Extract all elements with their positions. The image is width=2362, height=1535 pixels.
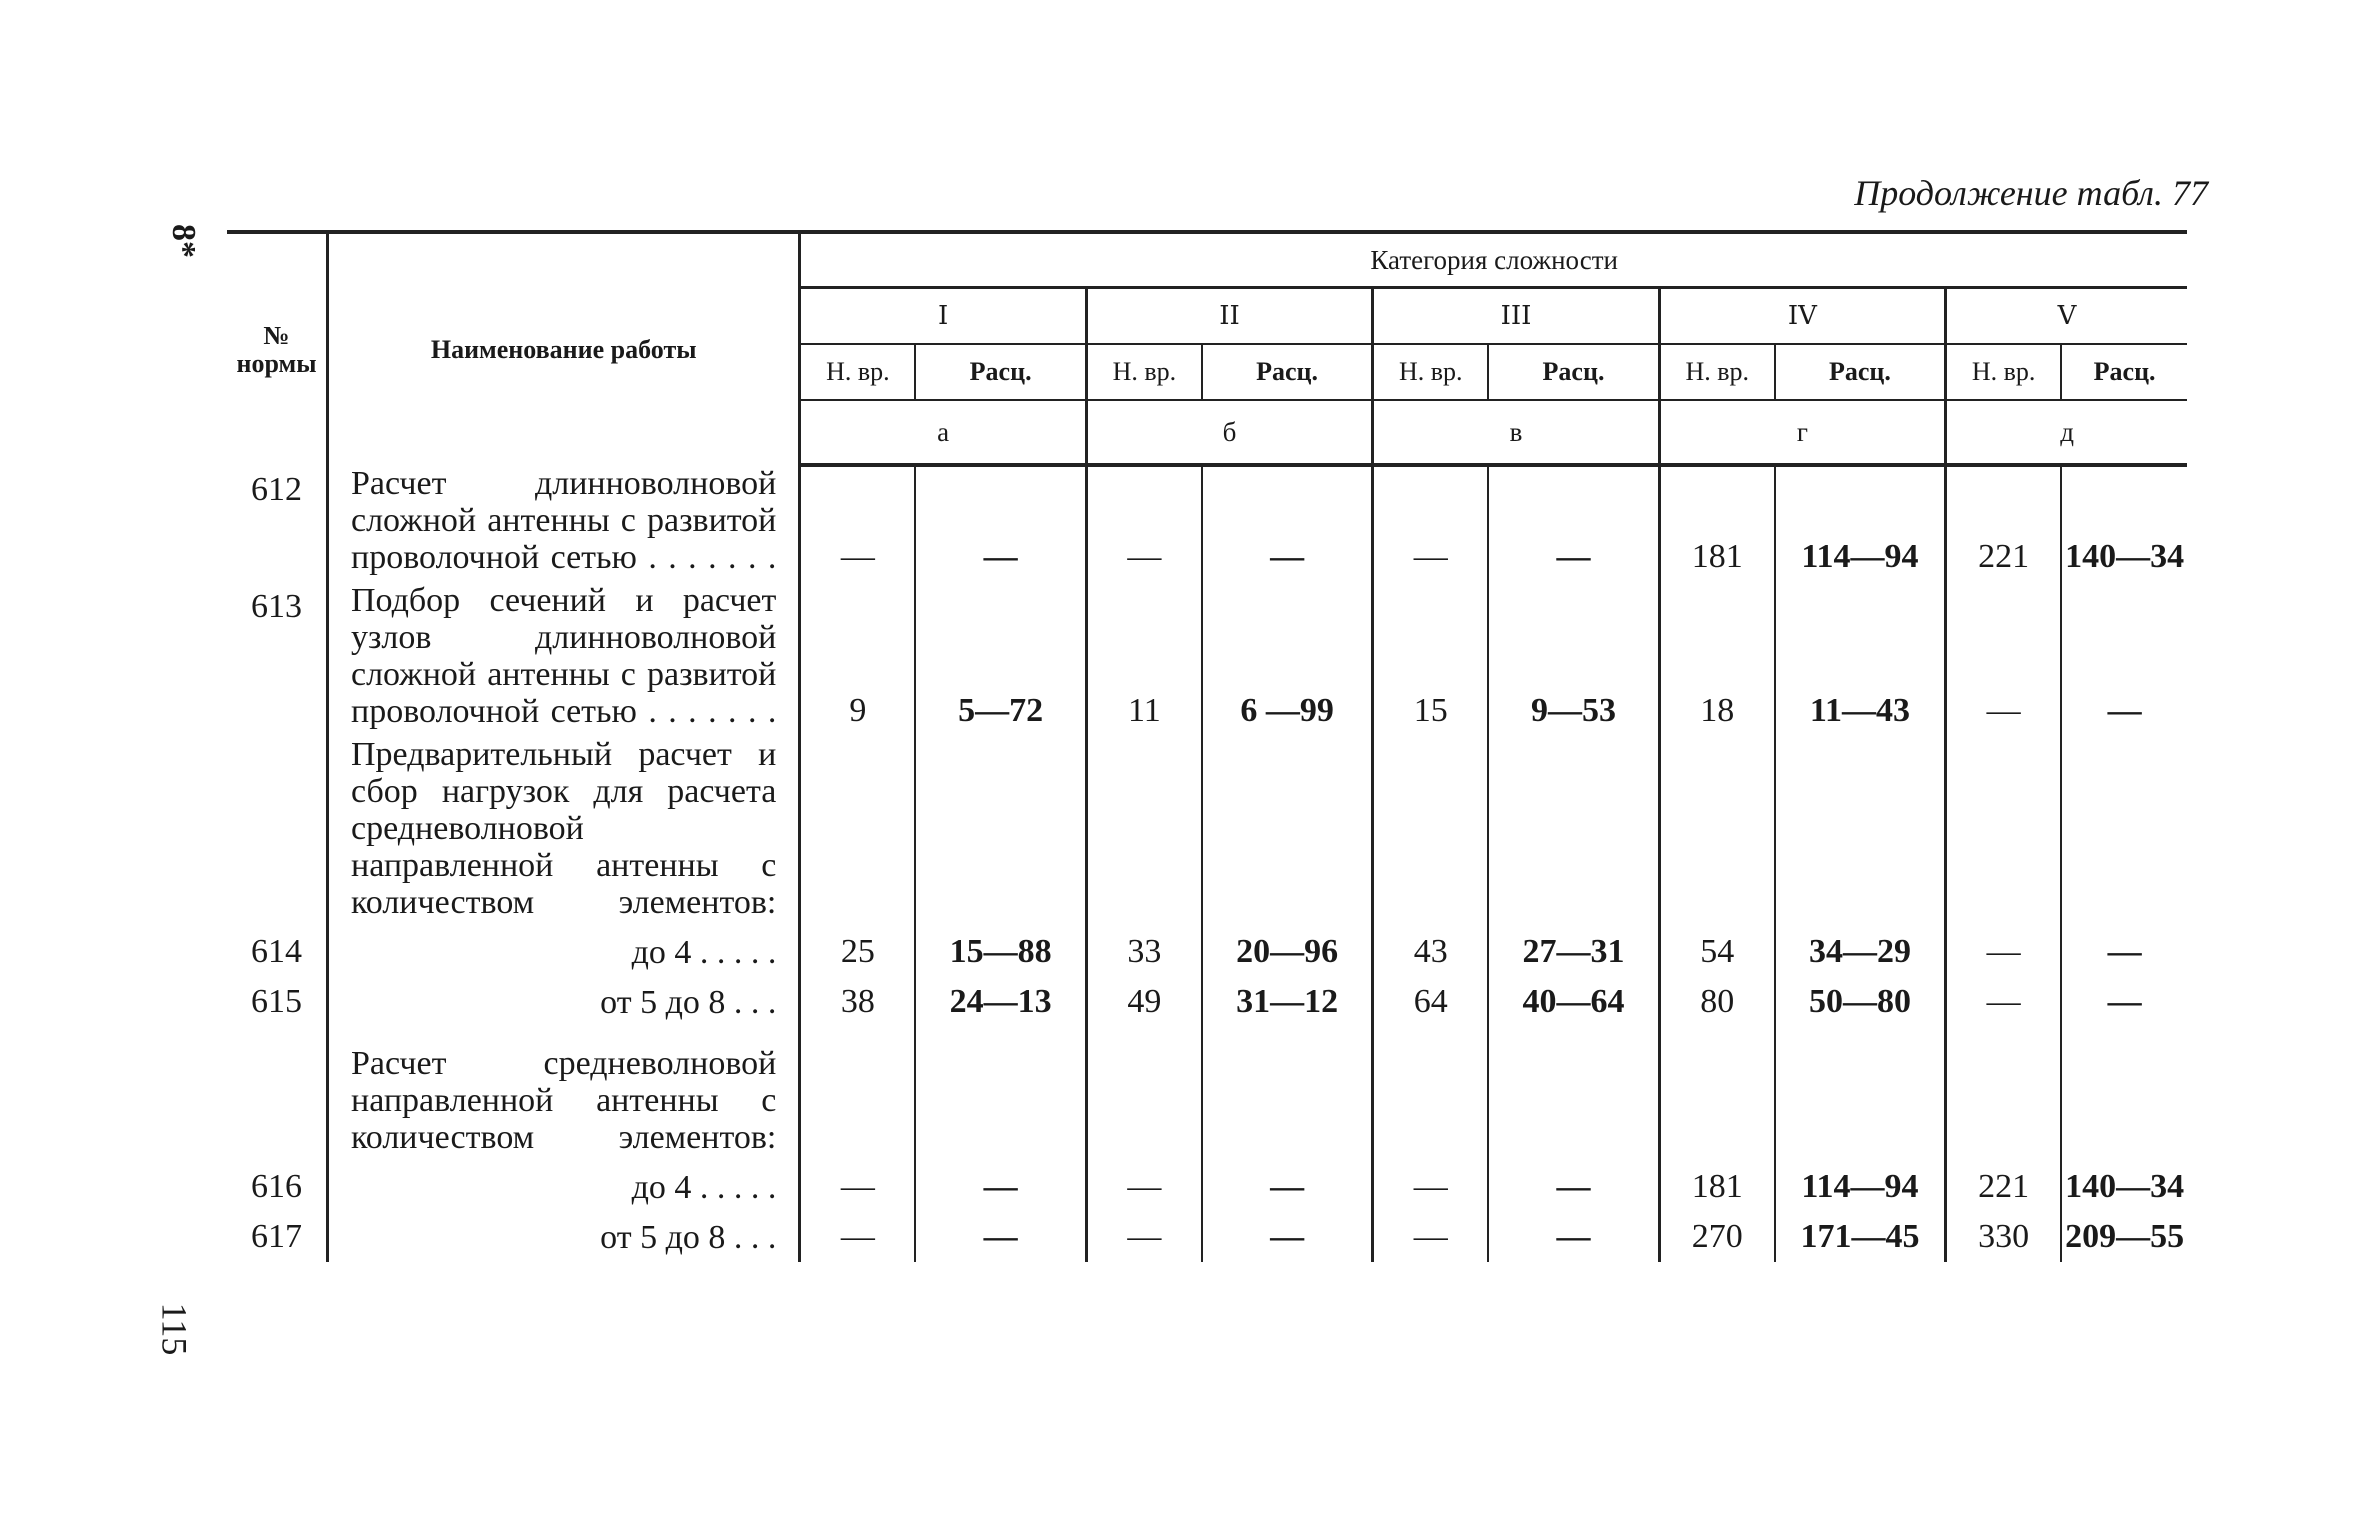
cell-rate-iii: — — [1488, 1212, 1659, 1262]
header-letter-d: д — [1946, 400, 2187, 465]
cell-rate-ii: — — [1202, 1162, 1373, 1212]
table-header — [227, 232, 2187, 465]
cell-rate-ii: — — [1202, 465, 1373, 582]
table-caption: Продолжение табл. 77 — [1854, 173, 2208, 213]
cell-time-i: — — [800, 1162, 916, 1212]
norm-number: 612 — [251, 471, 302, 508]
cell-rate-ii: — — [1202, 1212, 1373, 1262]
header-norm-number-line2: нормы — [236, 348, 317, 378]
cell-rate-iii — [1488, 1027, 1659, 1162]
header-time-norm: Н. вр. — [1946, 344, 2062, 400]
norms-table — [227, 230, 2187, 1262]
header-rate: Расц. — [1775, 344, 1946, 400]
cell-rate-iv: 114—94 — [1775, 1162, 1946, 1212]
cell-time-i — [800, 736, 916, 927]
cell-time-iii: 43 — [1373, 927, 1489, 977]
cell-time-ii — [1086, 736, 1202, 927]
signature-mark: 8* — [165, 224, 202, 258]
cell-time-iv: 181 — [1659, 465, 1775, 582]
cell-rate-iv: 50—80 — [1775, 977, 1946, 1027]
work-name: Расчет длинноволновой сложной антенны с развитой проволочной сетью . . . . . . . — [328, 465, 800, 582]
table-row-heading — [227, 736, 2187, 927]
cell-time-i: — — [800, 1212, 916, 1262]
cell-time-iii — [1373, 736, 1489, 927]
cell-time-v — [1946, 1027, 2062, 1162]
cell-rate-iv: 114—94 — [1775, 465, 1946, 582]
header-time-norm: Н. вр. — [800, 344, 916, 400]
work-name: от 5 до 8 . . . — [328, 977, 800, 1027]
cell-time-iv — [1659, 1027, 1775, 1162]
norm-number — [227, 736, 328, 927]
norm-number: 616 — [251, 1168, 302, 1205]
cell-rate-v: 209—55 — [2061, 1212, 2187, 1262]
header-rate: Расц. — [2061, 344, 2187, 400]
cell-time-v: 330 — [1946, 1212, 2062, 1262]
cell-rate-i — [915, 1027, 1086, 1162]
table-row-heading — [227, 1027, 2187, 1162]
cell-rate-i: — — [915, 1212, 1086, 1262]
norm-number: 615 — [251, 983, 302, 1020]
header-time-norm: Н. вр. — [1086, 344, 1202, 400]
header-norm-number-line1: № — [263, 320, 290, 350]
cell-rate-iv: 34—29 — [1775, 927, 1946, 977]
page-number: 115 — [154, 1302, 195, 1356]
cell-rate-iii: 9—53 — [1488, 582, 1659, 736]
header-letter-v: в — [1373, 400, 1659, 465]
cell-rate-i: 15—88 — [915, 927, 1086, 977]
cell-rate-iii: 40—64 — [1488, 977, 1659, 1027]
norm-number — [227, 1027, 328, 1162]
work-name: до 4 . . . . . — [328, 927, 800, 977]
cell-rate-v — [2061, 1027, 2187, 1162]
norm-number: 614 — [251, 933, 302, 970]
work-name: от 5 до 8 . . . — [328, 1212, 800, 1262]
norm-number: 617 — [251, 1218, 302, 1255]
cell-time-v: — — [1946, 977, 2062, 1027]
cell-time-i — [800, 1027, 916, 1162]
table-row — [227, 1212, 2187, 1262]
header-time-norm: Н. вр. — [1373, 344, 1489, 400]
header-rate: Расц. — [1488, 344, 1659, 400]
cell-time-v — [1946, 736, 2062, 927]
work-name: Расчет средневолновой направленной антенны с количеством элементов: — [328, 1027, 800, 1162]
header-letter-a: а — [800, 400, 1086, 465]
cell-time-v: 221 — [1946, 1162, 2062, 1212]
cell-time-iv: 270 — [1659, 1212, 1775, 1262]
cell-rate-ii: 31—12 — [1202, 977, 1373, 1027]
cell-rate-iv — [1775, 1027, 1946, 1162]
cell-rate-iii — [1488, 736, 1659, 927]
cell-time-ii: 11 — [1086, 582, 1202, 736]
header-category-i: I — [800, 288, 1086, 345]
cell-rate-v: — — [2061, 582, 2187, 736]
cell-rate-iii: — — [1488, 1162, 1659, 1212]
cell-rate-iii: — — [1488, 465, 1659, 582]
cell-rate-i: — — [915, 1162, 1086, 1212]
cell-time-iv: 80 — [1659, 977, 1775, 1027]
header-category-iii: III — [1373, 288, 1659, 345]
work-name: до 4 . . . . . — [328, 1162, 800, 1212]
table-row — [227, 977, 2187, 1027]
header-rate: Расц. — [915, 344, 1086, 400]
cell-time-ii: — — [1086, 1162, 1202, 1212]
header-norm-number — [227, 232, 328, 465]
cell-time-v: — — [1946, 582, 2062, 736]
header-category-iv: IV — [1659, 288, 1945, 345]
cell-time-iv: 181 — [1659, 1162, 1775, 1212]
header-category-v: V — [1946, 288, 2187, 345]
cell-rate-iv — [1775, 736, 1946, 927]
cell-rate-i — [915, 736, 1086, 927]
cell-time-ii — [1086, 1027, 1202, 1162]
table-row — [227, 927, 2187, 977]
table-row — [227, 1162, 2187, 1212]
cell-time-iii: — — [1373, 1212, 1489, 1262]
cell-time-iii: — — [1373, 465, 1489, 582]
cell-rate-ii — [1202, 736, 1373, 927]
cell-time-ii: 33 — [1086, 927, 1202, 977]
cell-time-ii: — — [1086, 465, 1202, 582]
cell-time-iii: 15 — [1373, 582, 1489, 736]
cell-rate-i: — — [915, 465, 1086, 582]
table-row — [227, 582, 2187, 736]
header-letter-b: б — [1086, 400, 1372, 465]
cell-rate-iv: 171—45 — [1775, 1212, 1946, 1262]
cell-time-v: 221 — [1946, 465, 2062, 582]
cell-time-iii: 64 — [1373, 977, 1489, 1027]
cell-rate-i: 5—72 — [915, 582, 1086, 736]
cell-rate-i: 24—13 — [915, 977, 1086, 1027]
header-category: Категория сложности — [800, 232, 2187, 288]
norm-number: 613 — [251, 588, 302, 625]
cell-rate-v: 140—34 — [2061, 1162, 2187, 1212]
work-name: Предварительный расчет и сбор нагрузок для расчета средневолновой направленной антенны с количеством элементов: — [328, 736, 800, 927]
cell-rate-iv: 11—43 — [1775, 582, 1946, 736]
cell-time-ii: — — [1086, 1212, 1202, 1262]
header-time-norm: Н. вр. — [1659, 344, 1775, 400]
table-body — [227, 465, 2187, 1262]
cell-time-iii: — — [1373, 1162, 1489, 1212]
cell-rate-ii: 6 —99 — [1202, 582, 1373, 736]
cell-time-i: 38 — [800, 977, 916, 1027]
cell-time-i: 25 — [800, 927, 916, 977]
header-category-ii: II — [1086, 288, 1372, 345]
work-name: Подбор сечений и расчет узлов длинноволновой сложной антенны с развитой проволочной сетью . . . . . . . — [328, 582, 800, 736]
cell-rate-v: 140—34 — [2061, 465, 2187, 582]
header-work-name: Наименование работы — [328, 232, 800, 465]
cell-time-ii: 49 — [1086, 977, 1202, 1027]
cell-time-i: 9 — [800, 582, 916, 736]
cell-time-iii — [1373, 1027, 1489, 1162]
cell-time-iv: 18 — [1659, 582, 1775, 736]
cell-rate-ii — [1202, 1027, 1373, 1162]
cell-time-iv: 54 — [1659, 927, 1775, 977]
cell-rate-v — [2061, 736, 2187, 927]
header-rate: Расц. — [1202, 344, 1373, 400]
cell-rate-v: — — [2061, 977, 2187, 1027]
cell-rate-iii: 27—31 — [1488, 927, 1659, 977]
cell-rate-ii: 20—96 — [1202, 927, 1373, 977]
header-letter-g: г — [1659, 400, 1945, 465]
cell-rate-v: — — [2061, 927, 2187, 977]
table-row — [227, 465, 2187, 582]
cell-time-i: — — [800, 465, 916, 582]
cell-time-v: — — [1946, 927, 2062, 977]
cell-time-iv — [1659, 736, 1775, 927]
